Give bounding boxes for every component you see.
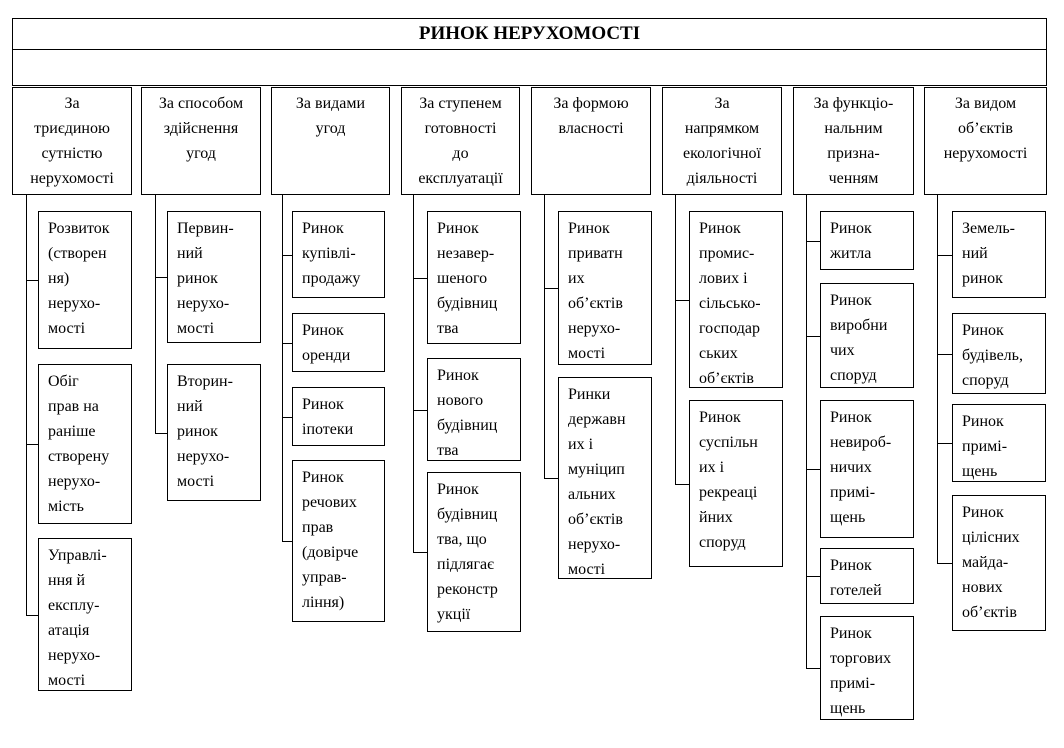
connector-branch [26, 280, 38, 281]
category-4-item-2-text-line: тва [437, 442, 459, 459]
category-6-item-2-text-line: суспільн [699, 434, 758, 451]
category-7-item-4 [820, 548, 914, 604]
category-4-item-1-text-line: будівниц [437, 295, 498, 312]
category-4-item-3-text-line: укції [437, 606, 471, 623]
category-5-item-1-text-line: приватн [568, 245, 623, 262]
title-spacer-band [12, 49, 1047, 86]
category-2-item-1-text-line: ний [177, 245, 203, 262]
category-8-item-4-text-line: цілісних [962, 529, 1020, 546]
category-7-item-5-text-line: примі- [830, 675, 876, 692]
category-4-item-2 [427, 358, 521, 461]
category-4-item-3-text-line: підлягає [437, 556, 495, 573]
connector-trunk [413, 195, 414, 553]
category-5-item-1 [558, 211, 652, 365]
category-header-1-text-line: сутністю [41, 145, 103, 162]
category-8-item-3-text-line: Ринок [962, 413, 1004, 430]
category-header-1 [12, 87, 132, 195]
category-1-item-1-text-line: нерухо- [48, 295, 101, 312]
category-4-item-1-text-line: тва [437, 320, 459, 337]
category-8-item-3-text-line: щень [962, 463, 998, 480]
diagram-title: РИНОК НЕРУХОМОСТІ [12, 18, 1047, 50]
category-header-6-text-line: За [714, 95, 730, 112]
category-1-item-2-text-line: прав на [48, 398, 99, 415]
category-7-item-4-text-line: Ринок [830, 557, 872, 574]
category-3-item-2-text-line: Ринок [302, 322, 344, 339]
connector-branch [544, 288, 558, 289]
category-3-item-2 [292, 313, 385, 372]
category-header-3-text-line: За видами [295, 95, 366, 112]
category-7-item-3-text-line: ничих [830, 459, 872, 476]
category-6-item-2-text-line: их і [699, 459, 725, 476]
category-7-item-3 [820, 400, 914, 538]
category-4-item-1-text-line: шеного [437, 270, 488, 287]
category-3-item-4-text-line: управ- [302, 569, 347, 586]
category-2-item-2-text-line: Вторин- [177, 373, 233, 390]
category-1-item-2-text-line: Обіг [48, 373, 79, 390]
category-6-item-1-text-line: промис- [699, 245, 755, 262]
category-header-3-text-line: угод [315, 120, 346, 137]
category-3-item-4-text-line: ління) [302, 594, 345, 611]
category-1-item-2 [38, 364, 132, 524]
category-7-item-3-text-line: щень [830, 509, 866, 526]
connector-branch [937, 563, 952, 564]
category-header-7-text-line: призна- [827, 145, 880, 162]
connector-branch [26, 444, 38, 445]
connector-branch [413, 278, 427, 279]
connector-branch [806, 241, 820, 242]
connector-branch [155, 277, 167, 278]
category-header-7-text-line: За функціо- [813, 95, 894, 112]
category-header-4-text-line: експлуатації [418, 170, 503, 187]
connector-branch [282, 343, 292, 344]
category-1-item-3-text-line: Управлі- [48, 547, 107, 564]
category-6-item-2-text-line: рекреаці [699, 484, 758, 501]
category-1-item-3 [38, 538, 132, 691]
category-header-7-text-line: нальним [824, 120, 883, 137]
category-2-item-2 [167, 364, 261, 501]
category-5-item-2-text-line: их і [568, 436, 594, 453]
category-2-item-2-text-line: ринок [177, 423, 218, 440]
category-8-item-1 [952, 211, 1046, 298]
category-3-item-4-text-line: Ринок [302, 469, 344, 486]
connector-branch [806, 469, 820, 470]
category-6-item-1-text-line: сільсько- [699, 295, 761, 312]
category-3-item-4-text-line: речових [302, 494, 357, 511]
connector-branch [937, 255, 952, 256]
category-4-item-1 [427, 211, 521, 344]
category-7-item-2-text-line: виробни [830, 317, 888, 334]
category-6-item-2-text-line: йних [699, 509, 733, 526]
category-header-8-text-line: об’єктів [958, 120, 1013, 137]
category-7-item-2-text-line: Ринок [830, 292, 872, 309]
category-7-item-3-text-line: примі- [830, 484, 876, 501]
category-3-item-4-text-line: (довірче [302, 544, 359, 561]
category-8-item-4 [952, 495, 1046, 631]
category-4-item-1-text-line: Ринок [437, 220, 479, 237]
category-header-1-text-line: нерухомості [30, 170, 114, 187]
category-8-item-3 [952, 404, 1046, 482]
category-1-item-1 [38, 211, 132, 349]
connector-trunk [155, 195, 156, 434]
category-header-2-text-line: здійснення [163, 120, 239, 137]
category-header-1-text-line: триєдиною [34, 120, 110, 137]
category-2-item-1 [167, 211, 261, 343]
category-3-item-3 [292, 387, 385, 446]
category-7-item-4-text-line: готелей [830, 582, 882, 599]
category-7-item-2-text-line: чих [830, 342, 855, 359]
category-6-item-1-text-line: лових і [699, 270, 748, 287]
connector-branch [282, 255, 292, 256]
category-1-item-1-text-line: мості [48, 320, 86, 337]
connector-branch [675, 300, 689, 301]
category-7-item-1-text-line: Ринок [830, 220, 872, 237]
connector-branch [675, 484, 689, 485]
category-5-item-2-text-line: нерухо- [568, 536, 621, 553]
category-header-7 [793, 87, 914, 195]
category-6-item-1-text-line: об’єктів [699, 370, 754, 387]
category-1-item-1-text-line: ня) [48, 270, 70, 287]
category-7-item-5-text-line: Ринок [830, 625, 872, 642]
connector-branch [26, 615, 38, 616]
category-header-6-text-line: екологічної [683, 145, 761, 162]
category-8-item-4-text-line: нових [962, 579, 1003, 596]
category-8-item-1-text-line: ринок [962, 270, 1003, 287]
category-header-6-text-line: напрямком [684, 120, 760, 137]
connector-trunk [937, 195, 938, 564]
category-1-item-2-text-line: нерухо- [48, 473, 101, 490]
category-3-item-4 [292, 460, 385, 622]
category-3-item-3-text-line: Ринок [302, 396, 344, 413]
category-1-item-2-text-line: раніше [48, 423, 96, 440]
category-8-item-2-text-line: Ринок [962, 322, 1004, 339]
category-2-item-1-text-line: мості [177, 320, 215, 337]
category-7-item-5-text-line: торгових [830, 650, 892, 667]
connector-branch [282, 417, 292, 418]
category-5-item-2 [558, 377, 652, 579]
connector-branch [544, 478, 558, 479]
category-header-2-text-line: угод [186, 145, 216, 162]
category-8-item-1-text-line: Земель- [962, 220, 1015, 237]
category-header-1-text-line: За [64, 95, 80, 112]
category-8-item-3-text-line: примі- [962, 438, 1008, 455]
category-1-item-3-text-line: ння й [48, 572, 86, 589]
category-7-item-5-text-line: щень [830, 700, 866, 717]
connector-branch [282, 541, 292, 542]
category-4-item-2-text-line: Ринок [437, 367, 479, 384]
category-6-item-1-text-line: ських [699, 345, 738, 362]
category-5-item-1-text-line: мості [568, 345, 606, 362]
category-header-8-text-line: За видом [954, 95, 1017, 112]
category-5-item-2-text-line: державн [568, 411, 626, 428]
category-3-item-1-text-line: купівлі- [302, 245, 356, 262]
category-1-item-1-text-line: Розвиток [48, 220, 110, 237]
connector-branch [413, 410, 427, 411]
category-header-3 [271, 87, 390, 195]
category-5-item-1-text-line: нерухо- [568, 320, 621, 337]
connector-branch [806, 576, 820, 577]
category-header-6 [662, 87, 782, 195]
category-2-item-2-text-line: мості [177, 473, 215, 490]
category-2-item-1-text-line: Первин- [177, 220, 234, 237]
category-header-5-text-line: власності [558, 120, 624, 137]
category-4-item-3-text-line: Ринок [437, 481, 479, 498]
category-3-item-1-text-line: Ринок [302, 220, 344, 237]
connector-branch [806, 336, 820, 337]
category-8-item-4-text-line: об’єктів [962, 604, 1017, 621]
category-header-8 [924, 87, 1047, 195]
category-header-5 [531, 87, 651, 195]
category-5-item-2-text-line: мості [568, 561, 606, 578]
category-header-5-text-line: За формою [553, 95, 629, 112]
category-3-item-4-text-line: прав [302, 519, 334, 536]
category-4-item-3-text-line: реконстр [437, 581, 498, 598]
category-1-item-3-text-line: експлу- [48, 597, 100, 614]
category-4-item-2-text-line: нового [437, 392, 484, 409]
category-6-item-1-text-line: господар [699, 320, 761, 337]
category-header-2 [141, 87, 261, 195]
category-6-item-1 [689, 211, 783, 388]
category-7-item-5 [820, 616, 914, 720]
category-8-item-1-text-line: ний [962, 245, 988, 262]
category-4-item-3 [427, 472, 521, 632]
category-header-4-text-line: За ступенем [419, 95, 502, 112]
category-2-item-2-text-line: нерухо- [177, 448, 230, 465]
category-4-item-1-text-line: незавер- [437, 245, 495, 262]
category-3-item-2-text-line: оренди [302, 347, 351, 364]
category-6-item-2 [689, 400, 783, 567]
connector-trunk [282, 195, 283, 542]
category-5-item-2-text-line: Ринки [568, 386, 611, 403]
category-8-item-2 [952, 313, 1046, 394]
category-1-item-3-text-line: атація [48, 622, 90, 639]
category-2-item-2-text-line: ний [177, 398, 203, 415]
category-6-item-2-text-line: Ринок [699, 409, 741, 426]
category-4-item-3-text-line: тва, що [437, 531, 487, 548]
category-1-item-3-text-line: мості [48, 672, 86, 689]
category-header-8-text-line: нерухомості [943, 145, 1028, 162]
category-8-item-4-text-line: Ринок [962, 504, 1004, 521]
category-2-item-1-text-line: ринок [177, 270, 218, 287]
category-7-item-3-text-line: невироб- [830, 434, 892, 451]
category-8-item-2-text-line: споруд [962, 372, 1009, 389]
connector-branch [413, 552, 427, 553]
category-header-6-text-line: діяльності [686, 170, 758, 187]
category-3-item-1 [292, 211, 385, 298]
category-8-item-4-text-line: майда- [962, 554, 1009, 571]
category-5-item-2-text-line: муніцип [568, 461, 625, 478]
connector-trunk [26, 195, 27, 616]
category-header-4-text-line: готовності [424, 120, 497, 137]
category-header-7-text-line: ченням [828, 170, 879, 187]
category-1-item-2-text-line: мість [48, 498, 84, 515]
category-header-4-text-line: до [452, 145, 469, 162]
connector-trunk [806, 195, 807, 669]
connector-trunk [544, 195, 545, 479]
category-7-item-1 [820, 211, 914, 270]
category-7-item-2 [820, 283, 914, 388]
category-7-item-2-text-line: споруд [830, 367, 877, 384]
category-5-item-1-text-line: об’єктів [568, 295, 623, 312]
connector-trunk [675, 195, 676, 485]
category-8-item-2-text-line: будівель, [962, 347, 1023, 364]
category-1-item-3-text-line: нерухо- [48, 647, 101, 664]
category-5-item-1-text-line: Ринок [568, 220, 610, 237]
connector-branch [937, 443, 952, 444]
connector-branch [806, 668, 820, 669]
category-7-item-3-text-line: Ринок [830, 409, 872, 426]
connector-branch [155, 433, 167, 434]
category-4-item-2-text-line: будівниц [437, 417, 498, 434]
category-6-item-2-text-line: споруд [699, 534, 746, 551]
category-5-item-2-text-line: об’єктів [568, 511, 623, 528]
category-1-item-2-text-line: створену [48, 448, 110, 465]
connector-branch [937, 354, 952, 355]
category-7-item-1-text-line: житла [830, 245, 872, 262]
category-header-2-text-line: За способом [158, 95, 244, 112]
category-header-4 [401, 87, 520, 195]
category-3-item-3-text-line: іпотеки [302, 421, 354, 438]
category-5-item-1-text-line: их [568, 270, 585, 287]
category-4-item-3-text-line: будівниц [437, 506, 498, 523]
category-6-item-1-text-line: Ринок [699, 220, 741, 237]
category-3-item-1-text-line: продажу [302, 270, 361, 287]
category-5-item-2-text-line: альних [568, 486, 616, 503]
category-1-item-1-text-line: (створен [48, 245, 107, 262]
category-2-item-1-text-line: нерухо- [177, 295, 230, 312]
